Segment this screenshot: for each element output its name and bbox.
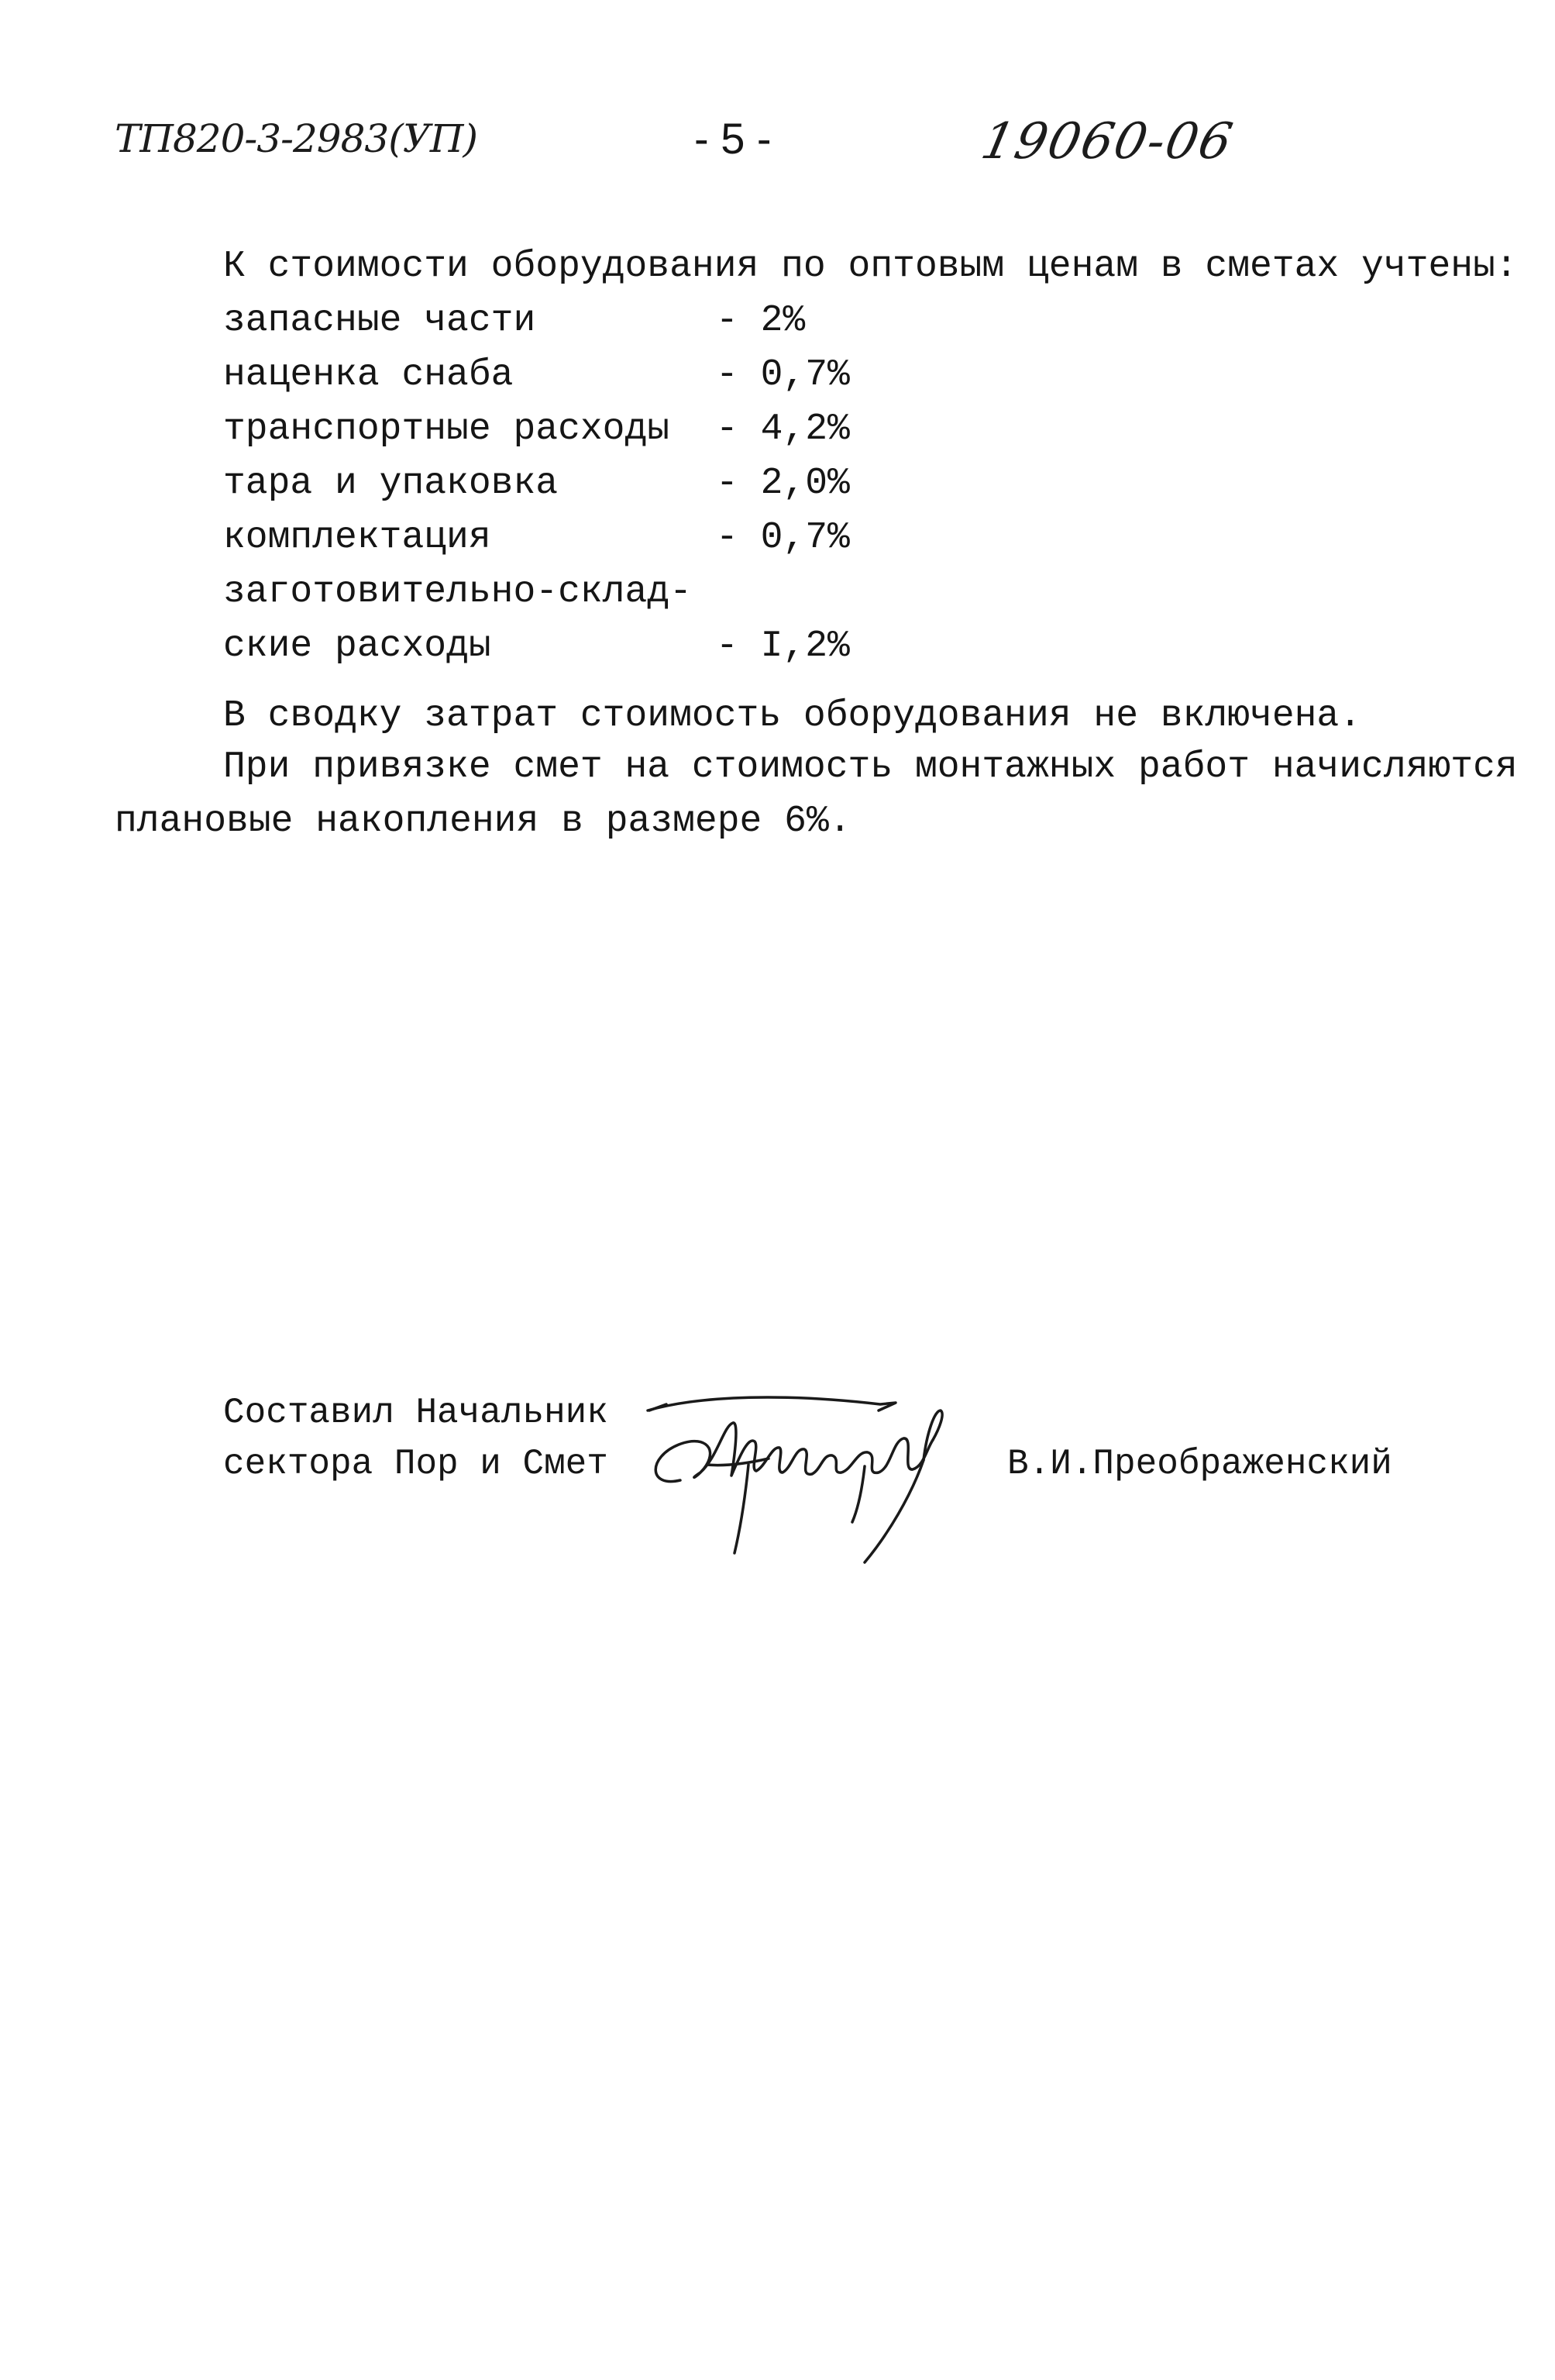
list-item-name: тара и упаковка — [223, 463, 559, 505]
list-item-value: - 0,7% — [716, 354, 850, 396]
paragraph-equipment-excluded: В сводку затрат стоимость оборудования не включена. — [223, 695, 1362, 737]
archive-number: 19060-06 — [976, 113, 1239, 170]
list-item-value: - 4,2% — [716, 408, 850, 450]
paragraph-planned-savings-line2: плановые накопления в размере 6%. — [115, 801, 851, 842]
list-item-name: транспортные расходы — [223, 408, 670, 450]
document-code: ТП820-3-2983(УП) — [115, 116, 477, 161]
handwritten-signature — [632, 1379, 1004, 1565]
signatory-role-line2: сектора Пор и Смет — [223, 1444, 608, 1484]
list-item-value: - I,2% — [716, 625, 850, 667]
list-item-value: - 0,7% — [716, 517, 850, 559]
list-item-name: ские расходы — [223, 625, 491, 667]
paragraph-planned-savings-line1: При привязке смет на стоимость монтажных работ начисляются — [223, 746, 1518, 788]
page-number: - 5 - — [694, 114, 772, 163]
list-item-name: заготовительно-склад- — [223, 571, 692, 613]
list-item-name: запасные части — [223, 300, 536, 342]
list-item-name: наценка снаба — [223, 354, 514, 396]
signer-name: В.И.Преображенский — [1007, 1444, 1392, 1484]
list-item-name: комплектация — [223, 517, 491, 559]
list-item-value: - 2% — [716, 300, 806, 342]
intro-text: К стоимости оборудования по оптовым ценам в сметах учтены: — [223, 246, 1518, 288]
list-item-value: - 2,0% — [716, 463, 850, 505]
signatory-role-line1: Составил Начальник — [223, 1393, 608, 1433]
